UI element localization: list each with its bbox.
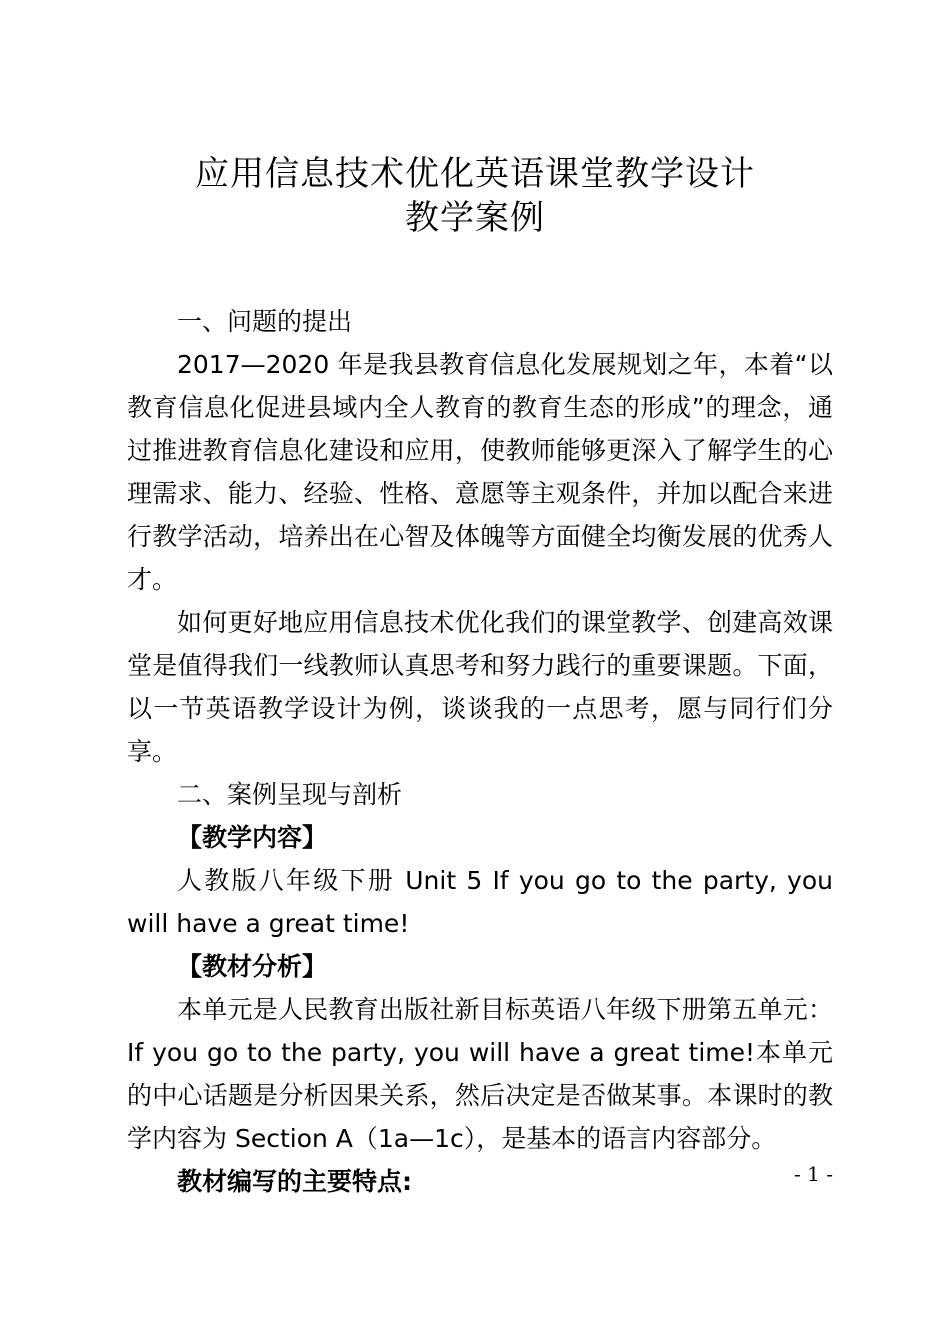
subheading-teaching-content: 【教学内容】 [177, 823, 328, 852]
paragraph-1: 2017—2020 年是我县教育信息化发展规划之年，本着“以教育信息化促进县域内全人教育的教育生态的形成”的理念，通过推进教育信息化建设和应用，使教师能够更深入了解学生的心理需求、能力、经验、性格、意愿等主观条件，并加以配合来进行教学活动，培养出在心智及体魄等方面健全均衡发展的优秀人才。 [127, 350, 833, 594]
section1-heading: 一、问题的提出 [177, 307, 353, 336]
document-title-line2: 教学案例 [405, 198, 545, 238]
subheading-material-analysis: 【教材分析】 [177, 952, 328, 981]
section2-heading: 二、案例呈现与剖析 [177, 780, 403, 809]
paragraph-2: 如何更好地应用信息技术优化我们的课堂教学、创建高效课堂是值得我们一线教师认真思考和努力践行的重要课题。下面，以一节英语教学设计为例，谈谈我的一点思考，愿与同行们分享。 [127, 608, 833, 766]
paragraph-3: 人教版八年级下册 Unit 5 If you go to the party, you will have a great time! [127, 866, 833, 938]
paragraph-4: 本单元是人民教育出版社新目标英语八年级下册第五单元：If you go to the party, you will have a great time!本单元的中心话题是分析因果关系，然后决定是否做某事。本课时的教学内容为 Section A（1a—1c），是基本的语言内容部分。 [127, 995, 833, 1153]
subheading-main-features: 教材编写的主要特点: [177, 1167, 412, 1196]
document-title-line1: 应用信息技术优化英语课堂教学设计 [195, 154, 755, 194]
page-number: - 1 - [794, 1162, 833, 1186]
document-body [127, 300, 833, 1203]
